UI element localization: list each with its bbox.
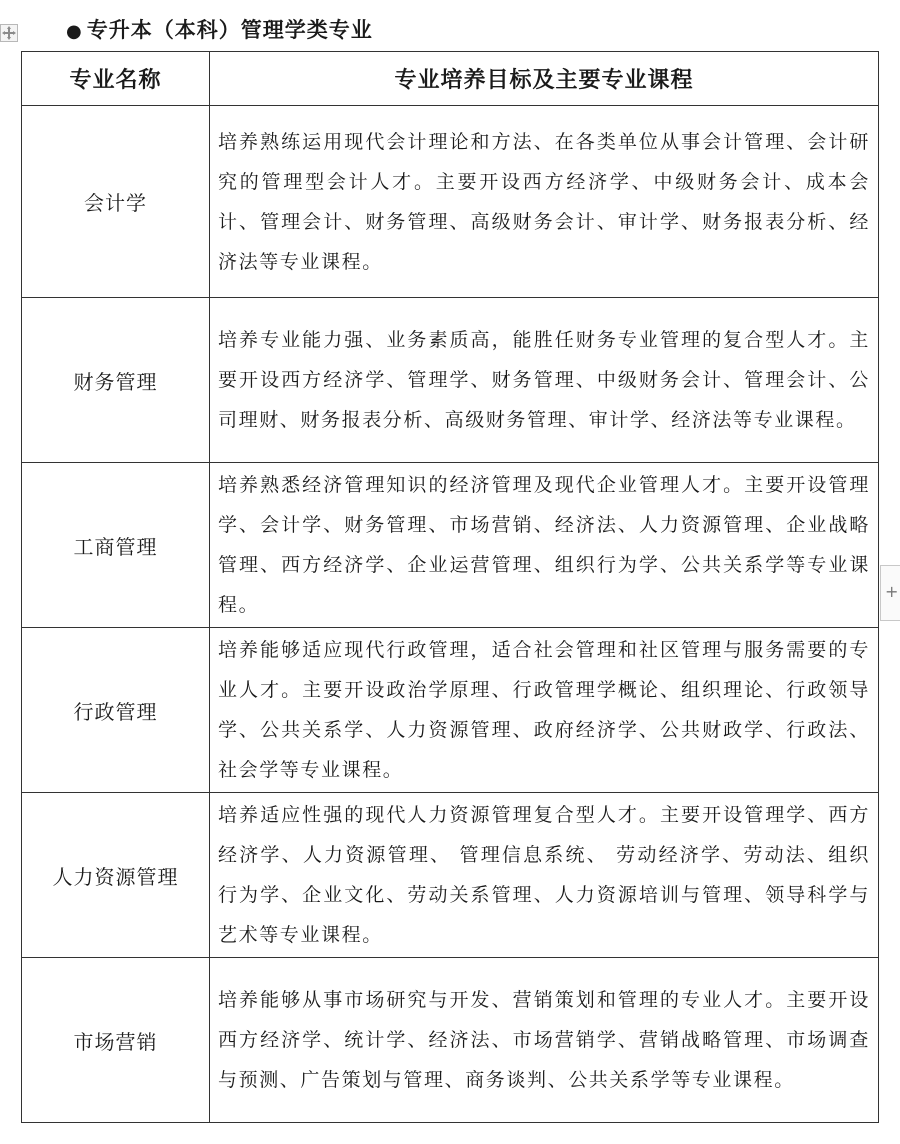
table-row [22,793,879,958]
plus-icon: + [885,582,899,601]
major-name: 人力资源管理 [22,793,210,958]
major-description: 培养专业能力强、业务素质高，能胜任财务专业管理的复合型人才。主要开设西方经济学、管理学、财务管理、中级财务会计、管理会计、公司理财、财务报表分析、高级财务管理、审计学、经济法等专业课程。 [210,298,879,463]
section-title [66,14,373,44]
table-header-row [22,52,879,106]
add-column-button[interactable] [880,565,900,621]
header-major-goals: 专业培养目标及主要专业课程 [210,52,879,106]
major-name: 会计学 [22,106,210,298]
table-row [22,463,879,628]
major-description: 培养熟悉经济管理知识的经济管理及现代企业管理人才。主要开设管理学、会计学、财务管理、市场营销、经济法、人力资源管理、企业战略管理、西方经济学、企业运营管理、组织行为学、公共关系学等专业课程。 [210,463,879,628]
header-major-name: 专业名称 [22,52,210,106]
table-row [22,628,879,793]
table-row [22,298,879,463]
major-name: 行政管理 [22,628,210,793]
section-title-text: 专升本（本科）管理学类专业 [86,18,373,42]
move-arrows-icon [1,25,17,41]
major-name: 财务管理 [22,298,210,463]
majors-table [21,51,879,1123]
table-row [22,958,879,1123]
table-move-handle[interactable] [0,24,18,42]
major-name: 市场营销 [22,958,210,1123]
major-description: 培养能够适应现代行政管理，适合社会管理和社区管理与服务需要的专业人才。主要开设政治学原理、行政管理学概论、组织理论、行政领导学、公共关系学、人力资源管理、政府经济学、公共财政学、行政法、社会学等专业课程。 [210,628,879,793]
major-description: 培养能够从事市场研究与开发、营销策划和管理的专业人才。主要开设西方经济学、统计学、经济法、市场营销学、营销战略管理、市场调查与预测、广告策划与管理、商务谈判、公共关系学等专业课程。 [210,958,879,1123]
major-description: 培养熟练运用现代会计理论和方法、在各类单位从事会计管理、会计研究的管理型会计人才。主要开设西方经济学、中级财务会计、成本会计、管理会计、财务管理、高级财务会计、审计学、财务报表分析、经济法等专业课程。 [210,106,879,298]
major-name: 工商管理 [22,463,210,628]
major-description: 培养适应性强的现代人力资源管理复合型人才。主要开设管理学、西方经济学、人力资源管理、 管理信息系统、 劳动经济学、劳动法、组织行为学、企业文化、劳动关系管理、人力资源培训与管理、领导科学与艺术等专业课程。 [210,793,879,958]
table-row [22,106,879,298]
bullet-icon: ● [66,21,83,42]
